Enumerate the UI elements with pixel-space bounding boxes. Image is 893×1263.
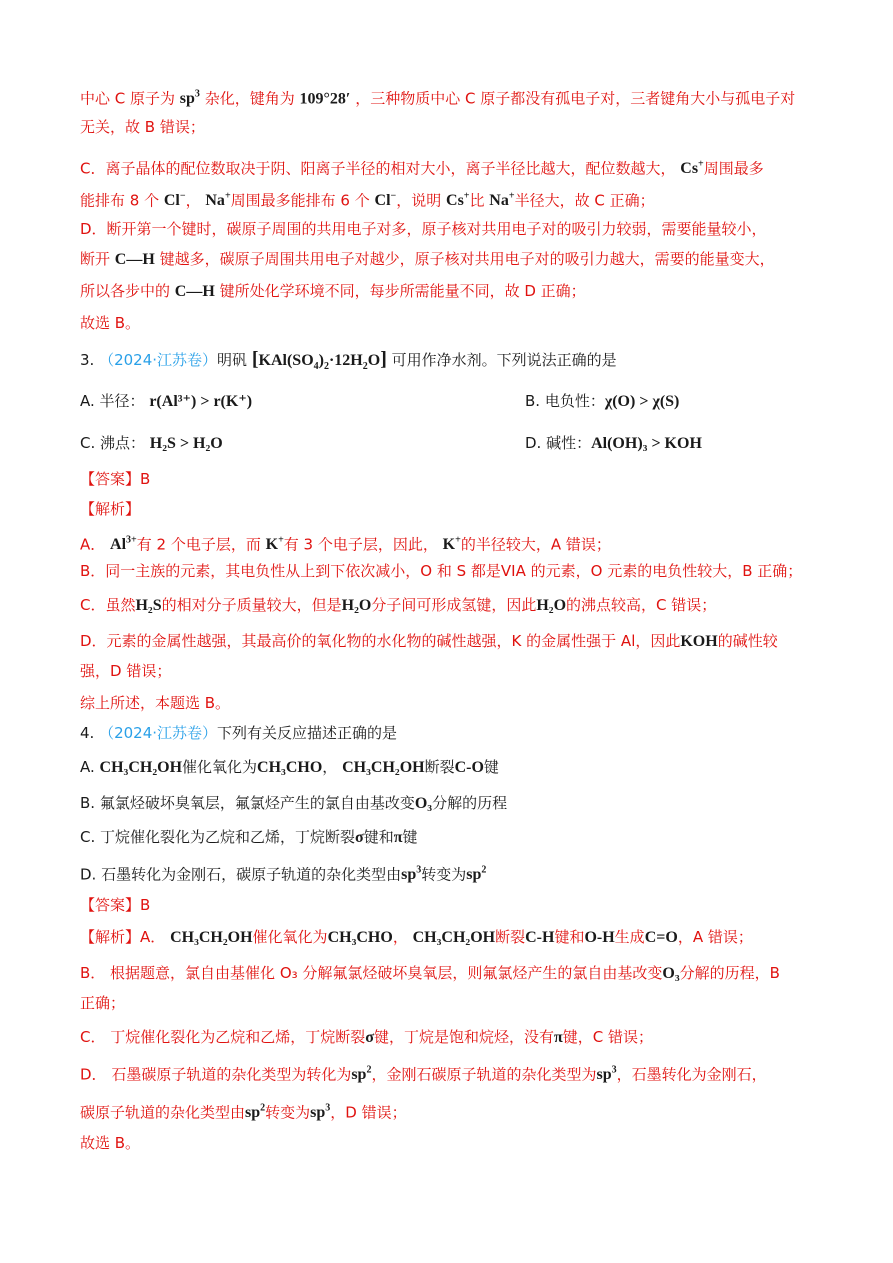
formula-part: ·12H [328,352,363,369]
q4-conclusion [80,1128,820,1158]
text: 比 [469,191,485,210]
text: C．虽然 [80,596,136,614]
formula-sp: sp [466,866,482,884]
text: 分子间可形成氢键，因此 [371,596,537,614]
text: A． [80,535,106,554]
formula-sup: 2 [481,865,487,876]
text: 键 [402,828,418,846]
text: 下列有关反应描述正确的是 [217,724,398,742]
text: 键，C 错误； [562,1028,653,1046]
text: ， [185,191,201,210]
q3-options-cd [80,428,820,459]
text: C． 丁烷催化裂化为乙烷和乙烯，丁烷断裂 [80,1028,366,1046]
text: D．断开第一个键时，碳原子周围的共用电子对多，原子核对共用电子对的吸引力较弱，需要能量较小， [80,220,767,238]
text: 故选 B。 [80,1134,141,1152]
formula-acetaldehyde: CH₃CHO [327,929,393,946]
formula-sup: + [455,535,461,546]
formula-ch: C—H [174,283,215,300]
formula-sp: sp [310,1104,326,1122]
text: 键和 [554,928,585,946]
formula-sp: sp [401,866,417,884]
formula-sp: sp [245,1104,261,1122]
prev-b-line-1 [80,80,820,114]
formula-sup: − [179,191,186,202]
prev-d-line-1 [80,214,820,244]
text: 有 3 个电子层，因此， [283,535,438,554]
analysis-label: 【解析】 [80,928,141,946]
prev-d-line-3 [80,276,820,307]
text: 键和 [363,828,394,846]
text: D. 石墨转化为金刚石，碳原子轨道的杂化类型由 [80,865,402,884]
prev-c-line-1 [80,150,820,184]
prev-conclusion [80,308,820,338]
q4-option-d [80,856,820,890]
formula-co: C-O [454,759,484,776]
text: 杂化，键角为 [204,89,295,108]
option-d-formula: Al(OH)₃ > KOH [591,435,702,452]
text: 半径大，故 C 正确； [514,191,655,210]
text: 催化氧化为 [252,928,328,946]
formula-ethanol: CH₃CH₂OH [412,929,496,946]
option-c-label: C. 沸点： [80,434,146,452]
formula-sup: 2 [366,1065,372,1076]
q4-analysis-d-2 [80,1094,820,1128]
formula-sup: − [390,191,397,202]
text: 能排布 8 个 [80,191,160,210]
q3-answer [80,464,820,494]
option-b-formula: χ(O) > χ(S) [604,393,680,410]
formula-h2s: H₂S [135,597,162,614]
text: ，A 错误； [677,928,753,946]
formula-cs: Cs [446,192,464,210]
formula-sup: 3 [611,1065,617,1076]
text: ， [392,928,408,946]
formula-sp: sp [351,1066,367,1084]
text: 断裂 [495,928,526,946]
formula-cl: Cl [374,192,391,210]
formula-part: ) [318,352,324,369]
formula-alum: KAl(SO [258,352,314,369]
q4-option-a [80,752,820,783]
text: 强，D 错误； [80,662,172,680]
text: 键，丁烷是饱和烷烃，没有 [373,1028,554,1046]
pi-symbol: π [553,1029,563,1046]
option-a-formula: r(Al³⁺) > r(K⁺) [149,393,253,410]
text: 的相对分子质量较大，但是 [161,596,342,614]
text: 中心 C 原子为 [80,89,176,108]
text: 的碱性较 [717,632,778,650]
q3-analysis-d-2 [80,656,820,686]
text: 转变为 [421,865,467,884]
text: ，D 错误； [330,1103,407,1122]
formula-sup: + [224,191,231,202]
q4-answer [80,890,820,920]
formula-sup: + [463,191,470,202]
text: 键 [483,758,499,776]
formula-ethanol: CH₃CH₂OH [99,759,183,776]
text: ，石墨转化为金刚石， [616,1065,767,1084]
formula-o3: O₃ [414,795,433,812]
text: 的沸点较高，C 错误； [566,596,717,614]
text: 的半径较大，A 错误； [460,535,611,554]
text: 故选 B。 [80,314,141,332]
formula-al: Al [110,536,127,554]
text: B． 根据题意，氯自由基催化 O₃ 分解氟氯烃破坏臭氧层，则氟氯烃产生的氯自由基改变 [80,964,663,982]
text: 断裂 [424,758,455,776]
text: 碳原子轨道的杂化类型由 [80,1103,246,1122]
q3-analysis-label [80,494,820,524]
option-c-formula: H₂S > H₂O [149,435,223,452]
answer-label: 【答案】B [80,470,151,488]
formula-sup: + [508,191,515,202]
option-a-label: A. 半径： [80,392,145,410]
text: 键所处化学环境不同，每步所需能量不同，故 D 正确； [219,282,586,300]
prev-d-line-2 [80,244,820,275]
formula-na: Na [489,192,509,210]
text: 可用作净水剂。下列说法正确的是 [391,351,617,369]
formula-sup: + [278,535,284,546]
text: ，说明 [396,191,442,210]
formula-koh: KOH [680,633,718,650]
source-tag: （2024·江苏卷） [99,724,218,742]
text: 无关，故 B 错误； [80,118,205,136]
text: ，三种物质中心 C 原子都没有孤电子对，三者键角大小与孤电子对 [355,89,796,108]
text: 转变为 [265,1103,311,1122]
text: 催化氧化为 [182,758,258,776]
q4-analysis-a [80,922,820,953]
q4-analysis-b-1 [80,958,820,989]
question-number: 4. [80,724,95,742]
question-number: 3. [80,351,95,369]
text: B．同一主族的元素，其电负性从上到下依次减小，O 和 S 都是VIA 的元素，O 元素的电负性较大，B 正确； [80,562,803,580]
option-d-label: D. 碱性： [525,434,592,452]
formula-angle: 109°28′ [299,90,351,108]
text: 明矾 [217,351,248,369]
q4-analysis-d-1 [80,1056,820,1090]
prev-b-line-2 [80,112,820,142]
formula-k: K [265,536,279,554]
formula-sup: 2 [260,1103,266,1114]
formula-na: Na [205,192,225,210]
q4-analysis-c [80,1022,820,1053]
q4-analysis-b-2 [80,988,820,1018]
formula-ethanol: CH₃CH₂OH [170,929,253,946]
text: 分解的历程 [432,794,508,812]
formula-h2o: H₂O [341,597,372,614]
formula-sup: 3 [194,89,200,100]
text: 生成 [614,928,645,946]
analysis-label: 【解析】 [80,500,141,518]
formula-sp: sp [179,90,195,108]
formula-co-double: C=O [644,929,678,946]
q3-summary [80,688,820,718]
text: 周围最多 [703,159,764,178]
formula-ch: C-H [525,929,555,946]
q4-option-b [80,788,820,819]
q4-stem [80,718,820,748]
formula-sup: 3 [416,865,422,876]
formula-o3: O₃ [662,965,680,982]
formula-ethanol: CH₃CH₂OH [342,759,425,776]
formula-cs: Cs [680,160,699,178]
text: C．离子晶体的配位数取决于阴、阳离子半径的相对大小，离子半径比越大，配位数越大， [80,159,676,178]
q3-analysis-b [80,556,820,586]
formula-sup: 3 [325,1103,331,1114]
text: C. 丁烷催化裂化为乙烷和乙烯，丁烷断裂 [80,828,356,846]
formula-sp: sp [596,1066,612,1084]
formula-ch: C—H [114,251,155,268]
formula-sup: 3+ [126,535,137,546]
formula-part: O [367,352,381,369]
formula-h2o: H₂O [536,597,567,614]
text: D． 石墨碳原子轨道的杂化类型为转化为 [80,1065,352,1084]
text: 综上所述，本题选 B。 [80,694,231,712]
text: A． [140,928,166,946]
sigma-symbol: σ [355,829,364,846]
option-b-label: B. 电负性： [525,392,605,410]
text: 断开 [80,250,111,268]
answer-label: 【答案】B [80,896,151,914]
pi-symbol: π [393,829,403,846]
formula-oh: O-H [584,929,615,946]
text: 分解的历程，B [679,964,780,982]
q4-option-c [80,822,820,853]
text: ，金刚石碳原子轨道的杂化类型为 [371,1065,597,1084]
q3-analysis-d-1 [80,626,820,657]
text: ， [322,758,338,776]
sigma-symbol: σ [365,1029,374,1046]
prev-c-line-2 [80,182,820,216]
option-a-label: A. [80,758,95,776]
formula-sup: + [698,159,704,170]
q3-analysis-c [80,590,820,621]
formula-k: K [442,536,456,554]
q3-stem: 3. （2024·江苏卷）明矾 $[KAl(SO_4)_2\cdot 12H_2O]$ 可用作净水剂。下列说法正确的是 [80,348,617,373]
formula-acetaldehyde: CH₃CHO [257,759,323,776]
source-tag: （2024·江苏卷） [99,351,218,369]
text: D．元素的金属性越强，其最高价的氧化物的水化物的碱性越强，K 的金属性强于 Al，因此 [80,632,681,650]
q3-options-ab [80,386,820,417]
text: B. 氟氯烃破坏臭氧层，氟氯烃产生的氯自由基改变 [80,794,415,812]
text: 周围最多能排布 6 个 [230,191,370,210]
text: 所以各步中的 [80,282,171,300]
text: 有 2 个电子层，而 [136,535,261,554]
text: 键越多，碳原子周围共用电子对越少，原子核对共用电子对的吸引力越大，需要的能量变大， [159,250,775,268]
text: 正确； [80,994,126,1012]
formula-cl: Cl [163,192,180,210]
